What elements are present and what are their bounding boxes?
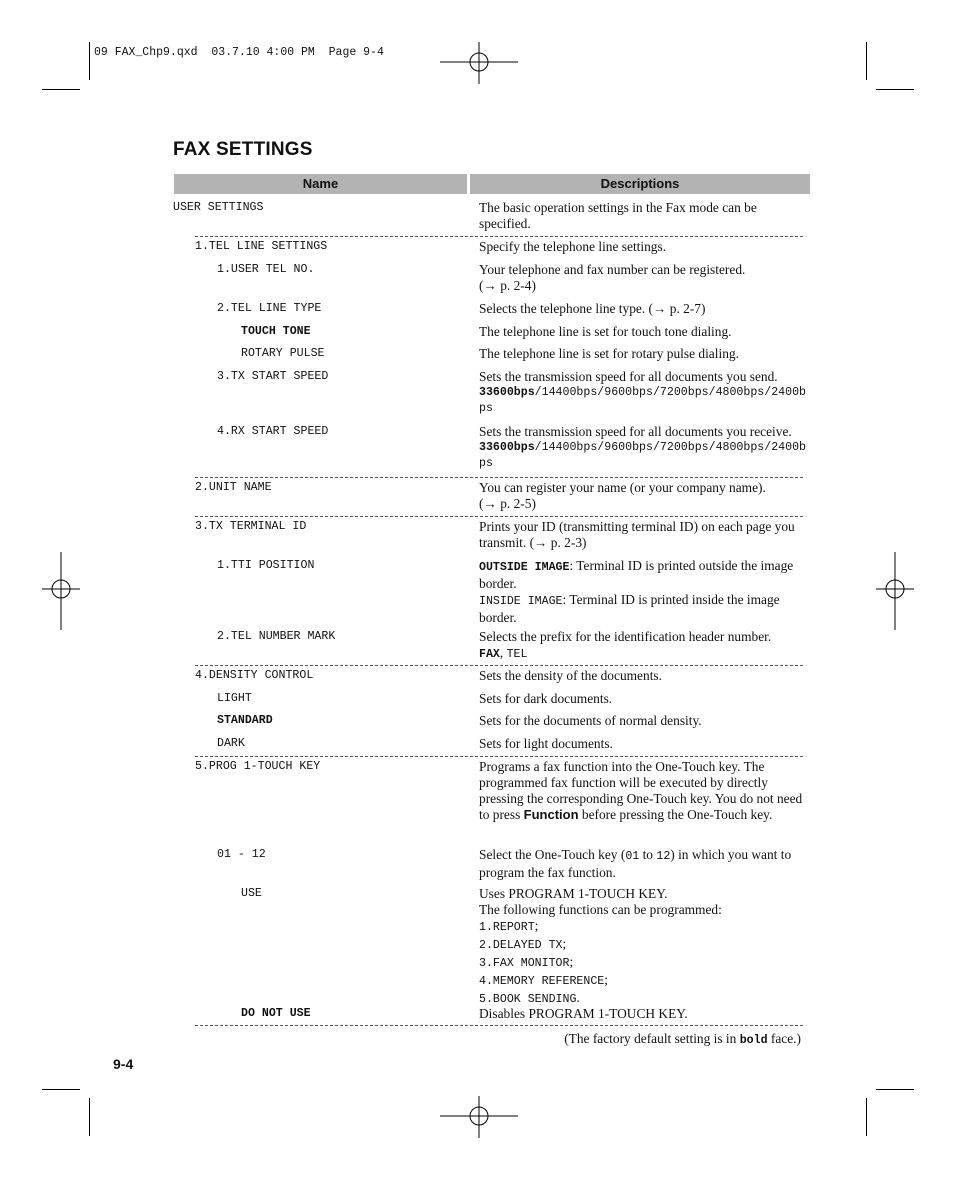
registration-mark-top: [440, 42, 518, 84]
description-text: Select the One-Touch key (: [479, 847, 626, 862]
setting-description-line: Sets the transmission speed for all documents you receive.: [479, 424, 792, 439]
option-label-default: FAX: [479, 648, 500, 661]
setting-description-line: Selects the prefix for the identification header number.: [479, 629, 772, 644]
row-divider: [195, 1025, 803, 1026]
function-list-item: [479, 972, 811, 990]
footnote-text: face.): [767, 1031, 801, 1046]
description-text: to: [639, 847, 657, 862]
function-name: 3.FAX MONITOR: [479, 957, 570, 970]
option-text: : Terminal ID is printed outside the image border.: [479, 558, 794, 591]
function-name: 2.DELAYED TX: [479, 939, 563, 952]
crop-mark: [866, 1098, 867, 1136]
setting-description-line: Uses PROGRAM 1-TOUCH KEY.: [479, 886, 668, 901]
setting-description: Specify the telephone line settings.: [479, 239, 667, 254]
speed-default: 33600bps: [479, 386, 535, 399]
setting-description: Disables PROGRAM 1-TOUCH KEY.: [479, 1006, 688, 1021]
setting-name: 3.TX START SPEED: [217, 370, 329, 383]
speed-others: /14400bps/9600bps/7200bps/4800bps/2400bps: [479, 386, 807, 415]
punctuation: ;: [569, 954, 574, 969]
description-text: Programs a fax function into the One-Touch key. The programmed fax function will be executed by directly pressing the corresponding One-Touch key. You do not need to press: [479, 759, 803, 822]
speed-options: [479, 385, 811, 417]
function-list-item: [479, 918, 811, 936]
setting-description-line: The following functions can be programmed:: [479, 902, 722, 917]
speed-others: /14400bps/9600bps/7200bps/4800bps/2400bps: [479, 441, 807, 470]
speed-default: 33600bps: [479, 441, 535, 454]
key-number: 12: [656, 850, 671, 863]
row-divider: [195, 236, 803, 237]
page-reference: (→ p. 2-5): [479, 496, 536, 511]
setting-name: 2.TEL LINE TYPE: [217, 302, 322, 315]
row-divider: [195, 516, 803, 517]
option-outside-image: [479, 558, 811, 592]
setting-description: Selects the telephone line type. (→ p. 2-7): [479, 301, 706, 316]
setting-name: 2.TEL NUMBER MARK: [217, 630, 336, 643]
setting-description: [479, 629, 811, 663]
setting-description: Sets for the documents of normal density.: [479, 713, 702, 728]
punctuation: ;: [604, 972, 608, 987]
setting-description: [479, 759, 811, 823]
setting-description: [479, 847, 811, 881]
setting-option-default: TOUCH TONE: [241, 325, 311, 338]
speed-options: [479, 440, 811, 472]
function-name: 5.BOOK SENDING: [479, 993, 577, 1006]
row-divider: [195, 665, 803, 666]
option-label-default: OUTSIDE IMAGE: [479, 561, 570, 574]
key-number: 01: [625, 850, 640, 863]
footnote: [480, 1031, 801, 1047]
setting-description: [479, 886, 811, 1008]
crop-mark: [876, 89, 914, 90]
crop-mark: [42, 89, 80, 90]
function-name: 1.REPORT: [479, 921, 535, 934]
crop-mark: [876, 1089, 914, 1090]
setting-description: Sets the density of the documents.: [479, 668, 662, 683]
setting-name: 2.UNIT NAME: [195, 481, 272, 494]
setting-description: The telephone line is set for rotary pulse dialing.: [479, 346, 739, 361]
file-slug: 09 FAX_Chp9.qxd 03.7.10 4:00 PM Page 9-4: [94, 46, 384, 59]
page-reference: (→ p. 2-4): [479, 278, 536, 293]
setting-description: Sets for light documents.: [479, 736, 613, 751]
setting-name: 01 - 12: [217, 848, 266, 861]
setting-description: The telephone line is set for touch tone dialing.: [479, 324, 732, 339]
setting-description: Prints your ID (transmitting terminal ID) on each page you transmit. (→ p. 2-3): [479, 519, 795, 550]
punctuation: ;: [562, 936, 567, 951]
setting-description-line: Sets the transmission speed for all documents you send.: [479, 369, 778, 384]
setting-option-default: DO NOT USE: [241, 1007, 311, 1020]
crop-mark: [89, 1098, 90, 1136]
crop-mark: [42, 1089, 80, 1090]
crop-mark: [866, 42, 867, 80]
option-separator: ,: [499, 645, 507, 660]
function-list-item: [479, 954, 811, 972]
setting-option: ROTARY PULSE: [241, 347, 325, 360]
setting-name: 4.DENSITY CONTROL: [195, 669, 314, 682]
option-text: : Terminal ID is printed inside the image border.: [479, 592, 780, 625]
function-key-label: Function: [523, 807, 579, 822]
footnote-text: (The factory default setting is in: [564, 1031, 740, 1046]
column-header-descriptions: Descriptions: [470, 174, 810, 194]
page-title: FAX SETTINGS: [173, 139, 313, 160]
setting-description: [479, 480, 811, 512]
option-label: INSIDE IMAGE: [479, 595, 563, 608]
setting-name: 3.TX TERMINAL ID: [195, 520, 307, 533]
registration-mark-right: [876, 552, 914, 630]
setting-name: 4.RX START SPEED: [217, 425, 329, 438]
setting-name: 1.TEL LINE SETTINGS: [195, 240, 328, 253]
setting-description: Sets for dark documents.: [479, 691, 613, 706]
setting-name: 1.TTI POSITION: [217, 559, 315, 572]
setting-description: The basic operation settings in the Fax mode can be specified.: [479, 200, 757, 231]
footnote-bold-word: bold: [739, 1034, 768, 1047]
column-header-name: Name: [174, 174, 467, 194]
setting-description-line: You can register your name (or your company name).: [479, 480, 766, 495]
setting-option-default: STANDARD: [217, 714, 273, 727]
setting-description-line: Your telephone and fax number can be registered.: [479, 262, 746, 277]
punctuation: ;: [534, 918, 539, 933]
function-name: 4.MEMORY REFERENCE: [479, 975, 605, 988]
description-text: ) in which you want to program the fax function.: [479, 847, 792, 880]
setting-option: DARK: [217, 737, 245, 750]
registration-mark-left: [42, 552, 80, 630]
option-inside-image: [479, 592, 811, 626]
row-divider: [195, 756, 803, 757]
punctuation: .: [576, 990, 580, 1005]
crop-mark: [89, 42, 90, 80]
registration-mark-bottom: [440, 1096, 518, 1138]
function-list-item: [479, 936, 811, 954]
setting-description: [479, 424, 811, 472]
option-label: TEL: [506, 648, 528, 661]
setting-description: [479, 558, 811, 626]
prefix-options: [479, 645, 811, 663]
setting-name: USER SETTINGS: [173, 201, 264, 214]
setting-description: [479, 262, 811, 294]
setting-name: 1.USER TEL NO.: [217, 263, 315, 276]
description-text: before pressing the One-Touch key.: [578, 807, 773, 822]
page-number: 9-4: [113, 1056, 134, 1072]
setting-option: LIGHT: [217, 692, 252, 705]
row-divider: [195, 477, 803, 478]
setting-name: 5.PROG 1-TOUCH KEY: [195, 760, 321, 773]
setting-option: USE: [241, 887, 262, 900]
setting-description: [479, 369, 811, 417]
